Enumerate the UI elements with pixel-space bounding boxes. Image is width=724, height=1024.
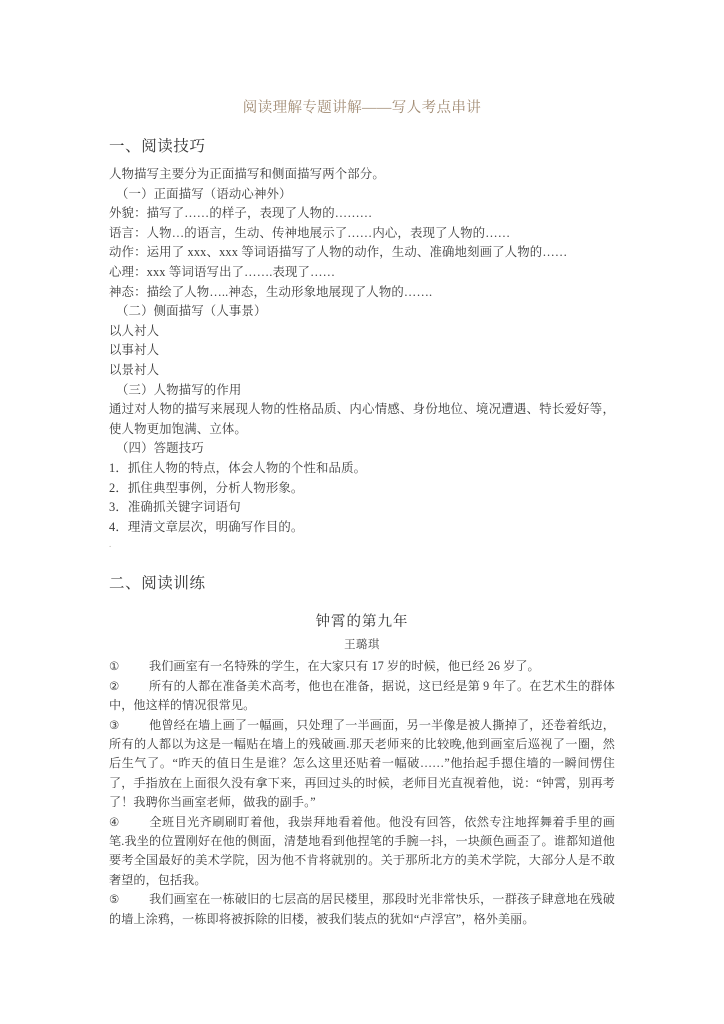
article-paragraph xyxy=(109,890,615,929)
article-paragraph xyxy=(109,813,615,891)
skill-line: （二）侧面描写（人事景） xyxy=(116,304,267,319)
document-title: 阅读理解专题讲解——写人考点串讲 xyxy=(242,100,482,116)
paragraph-text: 所有的人都在准备美术高考，他也在准备，据说，这已经是第 9 年了。在艺术生的群体中，他这样的情况很常见。 xyxy=(109,678,615,713)
stray-mark: . xyxy=(109,539,112,550)
skill-line: 以事衬人 xyxy=(109,343,160,358)
section-one-tail-lines xyxy=(109,439,615,537)
paragraph-text: 他曾经在墙上画了一幅画，只处理了一半画面，另一半像是被人撕掉了，还卷着纸边，所有的人都以为这是一幅贴在墙上的残破画.那天老师来的比较晚,他到画室后巡视了一圈，然后生气了。“昨天的值日生是谁？怎么这里还贴着一幅破……”他抬起手摁住墙的一瞬间愣住了，手指放在上面很久没有拿下来，再回过头的时候，老师目光直视着他，说：“钟霄，别再考了！我聘你当画室老师，做我的副手。” xyxy=(109,717,615,810)
article-author: 王璐琪 xyxy=(344,639,380,652)
paragraph-text: 全班目光齐刷刷盯着他，我崇拜地看着他。他没有回答，依然专注地挥舞着手里的画笔.我坐的位置刚好在他的侧面，清楚地看到他捏笔的手腕一抖，一块颜色画歪了。谁都知道他要考全国最好的美术学院，因为他不肯将就别的。关于那所北方的美术学院，大部分人是不敢奢望的，包括我。 xyxy=(109,814,615,887)
skill-line: 神态：描绘了人物…..神态，生动形象地展现了人物的……. xyxy=(109,284,433,299)
article-paragraph xyxy=(109,716,615,813)
skill-line: 以人衬人 xyxy=(109,323,160,338)
article-body xyxy=(109,657,615,929)
article-paragraph xyxy=(109,657,615,676)
skill-line: 2．抓住典型事例，分析人物形象。 xyxy=(109,480,304,495)
section-heading-reading-training: 二、阅读训练 xyxy=(109,575,206,593)
document-content xyxy=(109,0,615,929)
paragraph-text: 我们画室有一名特殊的学生，在大家只有 17 岁的时候，他已经 26 岁了。 xyxy=(149,659,540,674)
skill-line: 1．抓住人物的特点，体会人物的个性和品质。 xyxy=(109,460,367,475)
skill-line: （三）人物描写的作用 xyxy=(116,382,242,397)
article-paragraph xyxy=(109,677,615,716)
section-heading-reading-skills: 一、阅读技巧 xyxy=(109,138,206,155)
paragraph-number-marker: ③ xyxy=(109,718,120,732)
paragraph-number-marker: ⑤ xyxy=(109,893,120,907)
skill-line: （一）正面描写（语动心神外） xyxy=(116,186,292,201)
paragraph-number-marker: ① xyxy=(109,660,120,674)
skill-line: 心理：xxx 等词语写出了…….表现了…… xyxy=(109,264,336,279)
paragraph-number-marker: ④ xyxy=(109,815,120,829)
article-title: 钟霄的第九年 xyxy=(315,614,409,631)
skill-line: 以景衬人 xyxy=(109,362,160,377)
skill-line: 3．准确抓关键字词语句 xyxy=(109,500,241,515)
skill-line: 动作：运用了 xxx、xxx 等词语描写了人物的动作，生动、准确地刻画了人物的…… xyxy=(109,245,568,260)
skill-line: 外貌：描写了……的样子，表现了人物的……… xyxy=(109,206,373,221)
paragraph-number-marker: ② xyxy=(109,679,120,693)
section-one-lines xyxy=(109,165,615,400)
section-one-wrapped-paragraph: 通过对人物的描写来展现人物的性格品质、内心情感、身份地位、境况遭遇、特长爱好等，使人物更加饱满、立体。 xyxy=(109,402,615,436)
skill-line: 语言：人物…的语言，生动、传神地展示了……内心，表现了人物的…… xyxy=(109,225,511,240)
skill-line: 4．理清文章层次，明确写作目的。 xyxy=(109,519,304,534)
paragraph-text: 我们画室在一栋破旧的七层高的居民楼里，那段时光非常快乐，一群孩子肆意地在残破的墙上涂鸦，一栋即将被拆除的旧楼，被我们装点的犹如“卢浮宫”，格外美丽。 xyxy=(109,892,615,926)
skill-line: （四）答题技巧 xyxy=(116,441,204,456)
skill-line: 人物描写主要分为正面描写和侧面描写两个部分。 xyxy=(109,167,385,181)
